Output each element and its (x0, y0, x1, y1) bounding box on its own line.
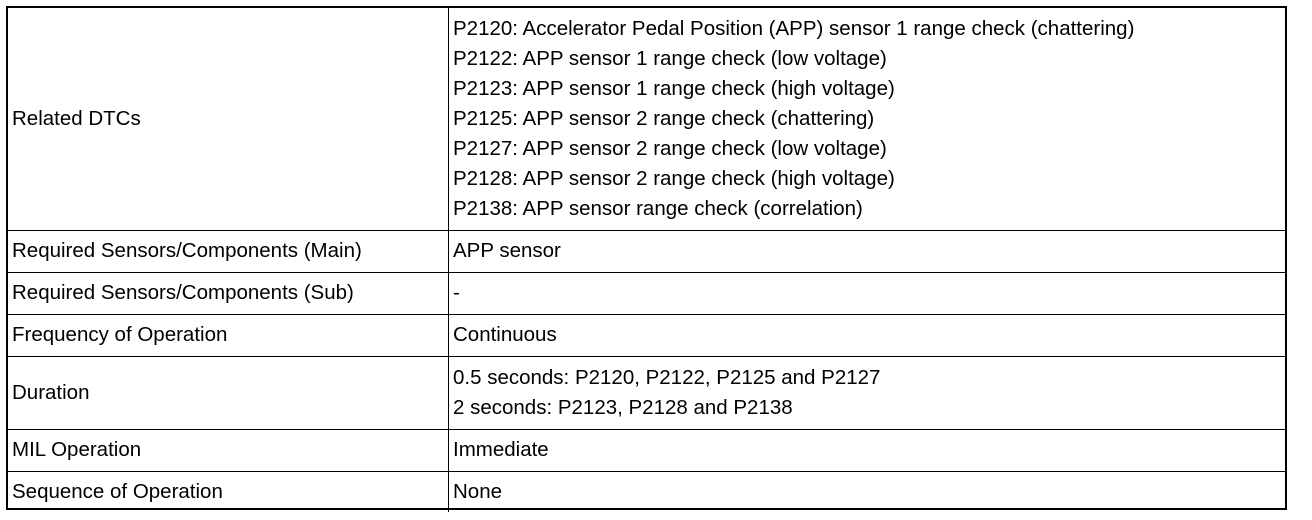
table-row-duration (8, 356, 1285, 429)
table-row-frequency (8, 314, 1285, 356)
dtc-line: P2122: APP sensor 1 range check (low voltage) (453, 46, 887, 70)
value-line: APP sensor (453, 239, 561, 262)
row-value (449, 8, 1286, 230)
value-line: Immediate (453, 438, 549, 461)
value-line: None (453, 479, 503, 503)
dtc-line: P2128: APP sensor 2 range check (high voltage) (453, 166, 895, 190)
row-label: MIL Operation (8, 429, 449, 471)
table-row-related-dtcs (8, 8, 1285, 230)
row-label: Duration (8, 356, 449, 429)
value-line: - (453, 281, 460, 304)
row-label: Sequence of Operation (8, 471, 449, 512)
row-value (449, 356, 1286, 429)
row-value (449, 314, 1286, 356)
row-value (449, 230, 1286, 272)
dtc-line: P2120: Accelerator Pedal Position (APP) sensor 1 range check (chattering) (453, 16, 1135, 40)
dtc-line: P2138: APP sensor range check (correlation) (453, 196, 863, 220)
dtc-line: P2123: APP sensor 1 range check (high voltage) (453, 76, 895, 100)
table-row-mil-operation (8, 429, 1285, 471)
row-label: Related DTCs (8, 8, 449, 230)
table-row-main-components (8, 230, 1285, 272)
value-line: 2 seconds: P2123, P2128 and P2138 (453, 395, 793, 419)
row-label: Frequency of Operation (8, 314, 449, 356)
row-value (449, 272, 1286, 314)
table-row-sub-components (8, 272, 1285, 314)
row-value (449, 471, 1286, 512)
table-row-sequence (8, 471, 1285, 512)
row-value (449, 429, 1286, 471)
dtc-line: P2125: APP sensor 2 range check (chattering) (453, 106, 875, 130)
value-line: 0.5 seconds: P2120, P2122, P2125 and P2127 (453, 365, 881, 389)
dtc-line: P2127: APP sensor 2 range check (low voltage) (453, 136, 887, 160)
row-label: Required Sensors/Components (Sub) (8, 272, 449, 314)
dtc-spec-sheet (6, 6, 1287, 510)
row-label: Required Sensors/Components (Main) (8, 230, 449, 272)
value-line: Continuous (453, 323, 557, 346)
dtc-spec-table (8, 8, 1285, 512)
